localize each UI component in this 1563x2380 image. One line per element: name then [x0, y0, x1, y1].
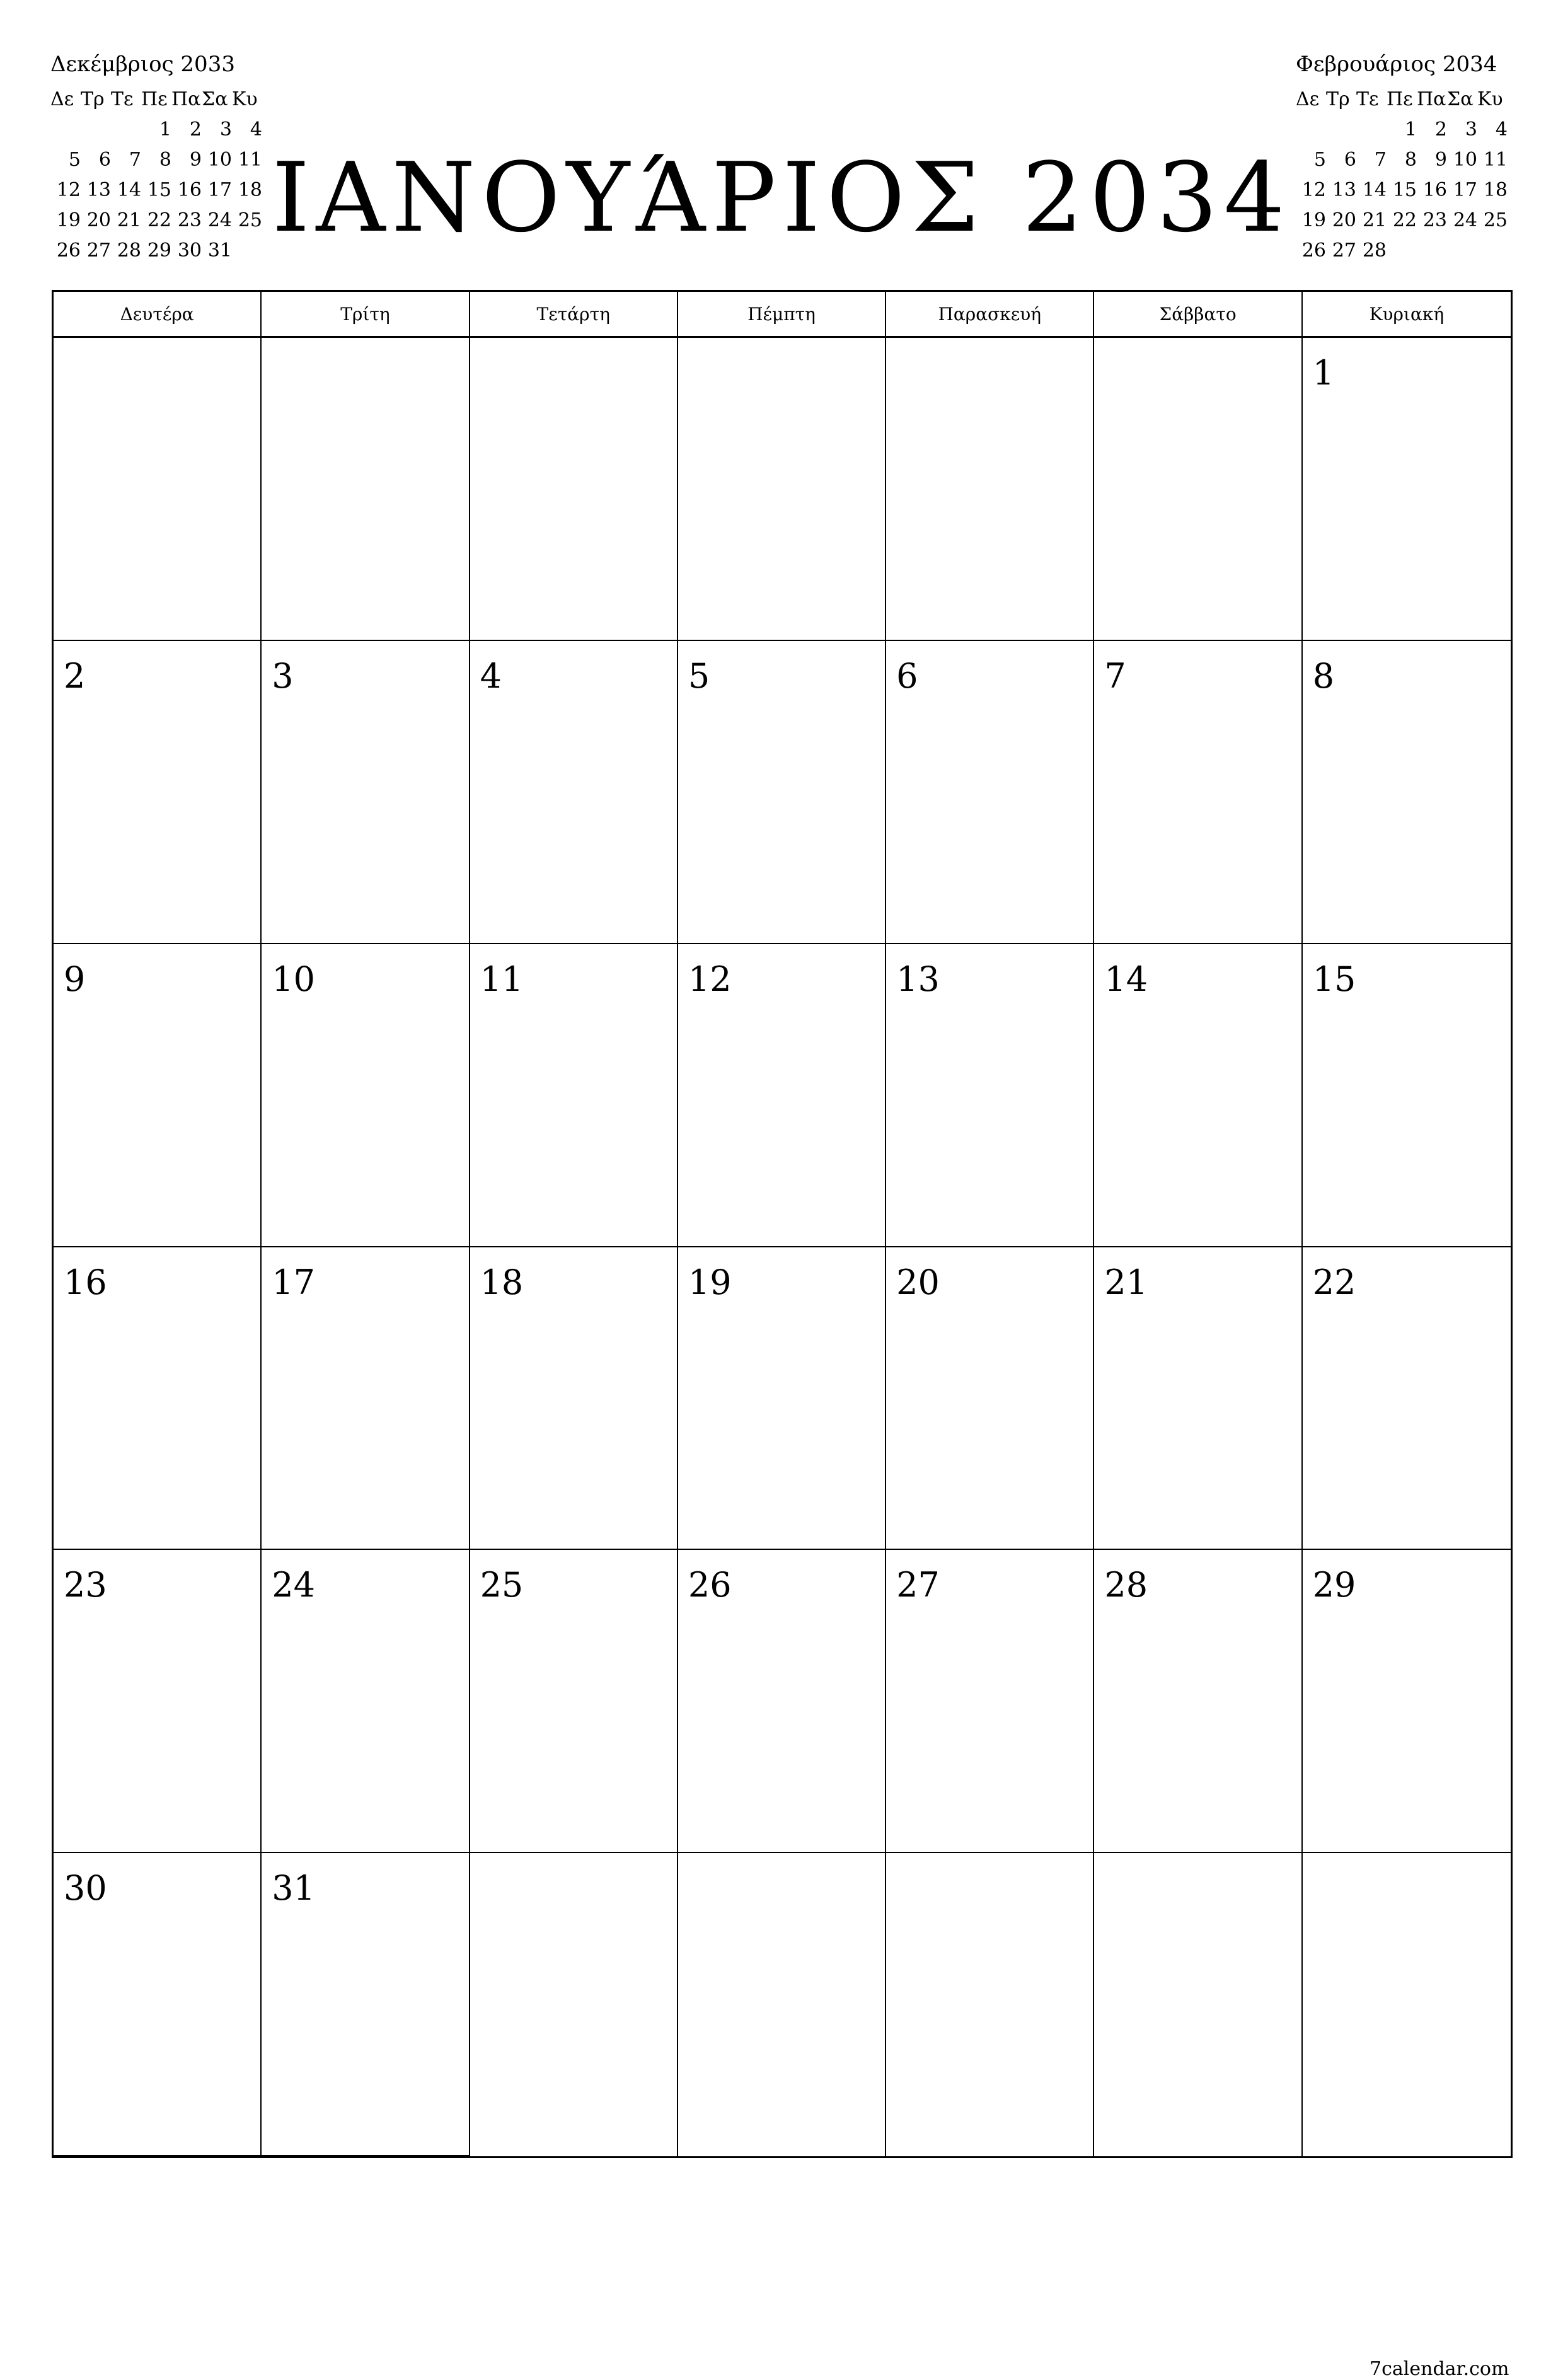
weekday-name: Τετάρτη	[470, 292, 678, 336]
weekday-header-row	[54, 292, 1511, 338]
mini-day-number: 24	[1453, 209, 1477, 231]
day-cell	[470, 1247, 678, 1551]
mini-day-number: 11	[238, 149, 262, 171]
mini-weekday-label: Πε	[141, 88, 168, 110]
mini-weekday-label: Τε	[111, 88, 134, 110]
mini-day-number: 19	[56, 209, 81, 231]
day-cell	[1094, 641, 1302, 944]
day-cell	[678, 1550, 886, 1853]
day-number: 30	[64, 1868, 107, 1909]
mini-day-number	[81, 115, 111, 145]
mini-weekday-label: Δε	[50, 88, 74, 110]
day-cell	[678, 944, 886, 1247]
day-cell	[470, 1853, 678, 2156]
mini-day-number	[1417, 236, 1447, 266]
day-number: 10	[272, 959, 315, 999]
mini-day-number: 1	[1404, 118, 1417, 141]
mini-day-number: 29	[147, 240, 171, 262]
day-cell	[54, 641, 262, 944]
mini-day-number: 22	[147, 209, 171, 231]
weekday-name: Δευτέρα	[54, 292, 262, 336]
day-number: 20	[896, 1262, 940, 1302]
mini-day-number: 17	[1453, 179, 1477, 201]
day-cell	[678, 338, 886, 641]
day-cell	[262, 1853, 470, 2156]
day-cell	[54, 1550, 262, 1853]
day-cell	[54, 1853, 262, 2156]
day-cell	[262, 338, 470, 641]
day-cell	[54, 944, 262, 1247]
mini-day-number: 7	[1374, 149, 1387, 171]
mini-day-number: 21	[1362, 209, 1387, 231]
day-number: 18	[480, 1262, 524, 1302]
mini-day-number	[1326, 115, 1356, 145]
mini-weekday-label: Τε	[1356, 88, 1379, 110]
mini-day-number: 2	[189, 118, 202, 141]
day-cell	[54, 338, 262, 641]
mini-weekday-label: Κυ	[232, 88, 258, 110]
mini-day-number: 10	[1453, 149, 1477, 171]
mini-day-number: 19	[1301, 209, 1326, 231]
day-number: 26	[688, 1565, 732, 1605]
mini-day-number: 8	[159, 149, 171, 171]
month-calendar-grid	[52, 290, 1513, 2380]
page-title: ΙΑΝΟΥΆΡΙΟΣ 2034	[272, 142, 1291, 253]
mini-day-number: 10	[207, 149, 232, 171]
day-number: 4	[480, 656, 502, 696]
mini-day-number	[1356, 115, 1387, 145]
mini-day-number: 28	[1362, 240, 1387, 262]
mini-day-number: 20	[86, 209, 111, 231]
day-cell	[1303, 338, 1511, 641]
mini-day-number: 4	[1495, 118, 1508, 141]
mini-calendar-title: Φεβρουάριος 2034	[1296, 52, 1497, 77]
calendar-body	[54, 338, 1511, 2156]
mini-weekday-label: Τρ	[1326, 88, 1350, 110]
mini-day-number: 18	[238, 179, 262, 201]
day-cell	[886, 1247, 1094, 1551]
mini-day-number: 16	[1422, 179, 1447, 201]
mini-day-number: 16	[177, 179, 202, 201]
day-number: 24	[272, 1565, 315, 1605]
mini-day-number: 14	[1362, 179, 1387, 201]
day-cell	[678, 1247, 886, 1551]
mini-day-number: 1	[159, 118, 171, 141]
mini-day-number	[1477, 236, 1508, 266]
mini-day-number: 12	[56, 179, 81, 201]
footer-watermark: 7calendar.com	[1370, 2358, 1509, 2380]
mini-day-number	[111, 115, 141, 145]
day-number: 14	[1104, 959, 1148, 999]
mini-day-number: 14	[117, 179, 141, 201]
day-number: 23	[64, 1565, 107, 1605]
day-cell	[262, 1550, 470, 1853]
mini-day-number: 26	[1301, 240, 1326, 262]
weekday-name: Τρίτη	[262, 292, 470, 336]
day-cell	[1094, 338, 1302, 641]
mini-day-number	[1447, 236, 1477, 266]
day-cell	[886, 641, 1094, 944]
mini-day-number: 13	[86, 179, 111, 201]
mini-day-number: 22	[1392, 209, 1417, 231]
mini-day-number: 20	[1332, 209, 1356, 231]
mini-day-number: 18	[1483, 179, 1508, 201]
mini-day-number: 23	[1422, 209, 1447, 231]
day-number: 31	[272, 1868, 315, 1909]
day-cell	[262, 1247, 470, 1551]
day-number: 27	[896, 1565, 940, 1605]
mini-day-number: 17	[207, 179, 232, 201]
mini-day-number: 5	[68, 149, 81, 171]
mini-day-number: 11	[1483, 149, 1508, 171]
day-number: 11	[480, 959, 524, 999]
day-cell	[470, 641, 678, 944]
day-cell	[886, 1550, 1094, 1853]
mini-day-number: 4	[250, 118, 262, 141]
day-cell	[262, 641, 470, 944]
day-number: 16	[64, 1262, 107, 1302]
mini-weekday-label: Πα	[1417, 88, 1446, 110]
day-cell	[470, 338, 678, 641]
day-number: 9	[64, 959, 86, 999]
weekday-name: Παρασκευή	[886, 292, 1094, 336]
mini-day-number: 3	[1465, 118, 1477, 141]
day-number: 22	[1312, 1262, 1356, 1302]
day-number: 19	[688, 1262, 732, 1302]
day-number: 25	[480, 1565, 524, 1605]
day-number: 15	[1312, 959, 1356, 999]
mini-day-number: 31	[207, 240, 232, 262]
day-cell	[262, 944, 470, 1247]
mini-weekday-label: Τρ	[81, 88, 105, 110]
mini-day-number: 13	[1332, 179, 1356, 201]
mini-day-number	[1296, 115, 1326, 145]
day-number: 3	[272, 656, 294, 696]
day-number: 1	[1312, 353, 1335, 393]
mini-day-number: 28	[117, 240, 141, 262]
day-cell	[1094, 1247, 1302, 1551]
mini-day-number: 21	[117, 209, 141, 231]
mini-day-number: 6	[1344, 149, 1356, 171]
day-number: 21	[1104, 1262, 1148, 1302]
day-cell	[1303, 1853, 1511, 2156]
mini-calendar-next-month	[1296, 49, 1508, 266]
day-cell	[1303, 944, 1511, 1247]
day-number: 2	[64, 656, 86, 696]
mini-weekday-label: Σα	[1447, 88, 1474, 110]
mini-day-number: 25	[1483, 209, 1508, 231]
day-cell	[886, 1853, 1094, 2156]
day-number: 6	[896, 656, 918, 696]
day-cell	[1094, 1550, 1302, 1853]
weekday-name: Πέμπτη	[678, 292, 886, 336]
day-cell	[470, 944, 678, 1247]
mini-day-number	[50, 115, 81, 145]
mini-day-number: 6	[98, 149, 111, 171]
day-cell	[470, 1550, 678, 1853]
mini-calendar-grid	[1296, 84, 1508, 266]
day-cell	[1303, 1247, 1511, 1551]
mini-calendar-title: Δεκέμβριος 2033	[50, 52, 235, 77]
mini-day-number: 27	[86, 240, 111, 262]
mini-day-number: 15	[147, 179, 171, 201]
mini-day-number: 5	[1313, 149, 1326, 171]
mini-day-number: 2	[1434, 118, 1447, 141]
mini-day-number: 26	[56, 240, 81, 262]
mini-weekday-label: Σα	[202, 88, 228, 110]
day-number: 8	[1312, 656, 1335, 696]
day-cell	[1303, 641, 1511, 944]
mini-weekday-label: Κυ	[1477, 88, 1503, 110]
day-cell	[1303, 1550, 1511, 1853]
mini-weekday-label: Πα	[171, 88, 201, 110]
mini-day-number: 7	[129, 149, 141, 171]
mini-day-number: 9	[189, 149, 202, 171]
mini-day-number: 23	[177, 209, 202, 231]
day-number: 28	[1104, 1565, 1148, 1605]
mini-weekday-label: Δε	[1296, 88, 1320, 110]
day-number: 13	[896, 959, 940, 999]
day-cell	[886, 338, 1094, 641]
day-number: 7	[1104, 656, 1126, 696]
mini-day-number: 15	[1392, 179, 1417, 201]
day-cell	[678, 641, 886, 944]
mini-day-number: 9	[1434, 149, 1447, 171]
day-number: 12	[688, 959, 732, 999]
day-number: 29	[1312, 1565, 1356, 1605]
day-cell	[1094, 944, 1302, 1247]
mini-day-number	[1387, 236, 1417, 266]
mini-day-number: 24	[207, 209, 232, 231]
day-number: 17	[272, 1262, 315, 1302]
mini-day-number: 27	[1332, 240, 1356, 262]
mini-day-number: 30	[177, 240, 202, 262]
day-cell	[1094, 1853, 1302, 2156]
mini-day-number: 25	[238, 209, 262, 231]
mini-day-number: 8	[1404, 149, 1417, 171]
day-cell	[678, 1853, 886, 2156]
mini-weekday-label: Πε	[1387, 88, 1413, 110]
weekday-name: Κυριακή	[1369, 303, 1445, 325]
mini-day-number: 12	[1301, 179, 1326, 201]
day-cell	[886, 944, 1094, 1247]
day-number: 5	[688, 656, 710, 696]
mini-day-number: 3	[219, 118, 232, 141]
weekday-name: Σάββατο	[1094, 292, 1302, 336]
day-cell	[54, 1247, 262, 1551]
